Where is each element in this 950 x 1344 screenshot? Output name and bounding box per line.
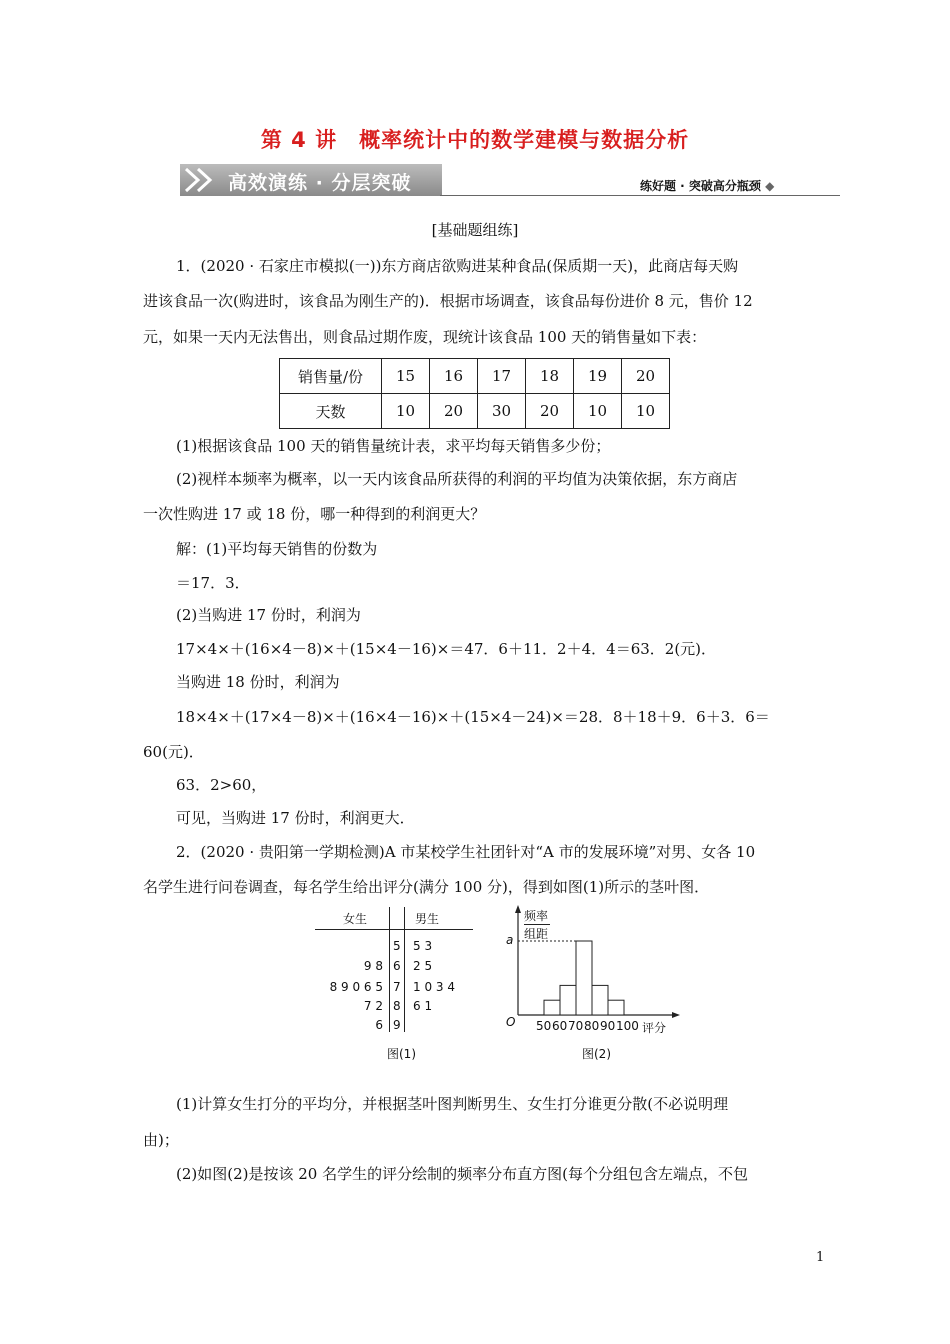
table-cell: 20 (430, 394, 478, 429)
leaf-left: 7 2 (363, 999, 383, 1013)
table-cell: 10 (574, 394, 622, 429)
leaf-right: 1 0 3 4 (413, 980, 455, 994)
section-heading: [基础题组练] (431, 221, 519, 239)
stem-leaf-plot (313, 905, 483, 1065)
sales-table (279, 358, 670, 429)
q1-sol6: 18×4×＋(17×4－8)×＋(16×4－16)×＋(15×4－24)×＝28．8＋18＋9．6＋3．6＝ (176, 708, 770, 726)
frequency-histogram (500, 905, 690, 1065)
x-tick-label: 100 (616, 1019, 639, 1033)
q1-sol4: 17×4×＋(16×4－8)×＋(15×4－16)×＝47．6＋11．2＋4．4＝63．2(元)． (176, 640, 717, 658)
q1-sol7: 60(元)． (143, 743, 204, 761)
leaf-left: 9 8 (363, 959, 383, 973)
table-cell: 19 (574, 359, 622, 394)
a-label: a (506, 933, 514, 947)
q1-sol5: 当购进 18 份时，利润为 (176, 673, 340, 691)
table-cell: 17 (478, 359, 526, 394)
section-banner (180, 164, 440, 196)
q1-sub2a: (2)视样本频率为概率，以一天内该食品所获得的利润的平均值为决策依据，东方商店 (176, 470, 738, 488)
stem-value: 7 (393, 980, 401, 994)
table-cell: 20 (526, 394, 574, 429)
table-row (280, 359, 670, 394)
stem-divider-right (404, 907, 405, 1032)
leaf-right: 2 5 (413, 959, 433, 973)
q2-sub1a: (1)计算女生打分的平均分，并根据茎叶图判断男生、女生打分谁更分散(不必说明理 (176, 1095, 729, 1113)
q2-sub2: (2)如图(2)是按该 20 名学生的评分绘制的频率分布直方图(每个分组包含左端点，不包 (176, 1165, 748, 1183)
stem-value: 8 (393, 999, 401, 1013)
banner-left-text: 高效演练 · 分层突破 (228, 172, 412, 194)
male-header: 男生 (415, 912, 440, 926)
table-cell: 20 (622, 359, 670, 394)
histogram-bar (592, 985, 608, 1015)
stem-header-rule (315, 929, 473, 930)
q2-sub1b: 由)； (143, 1131, 179, 1149)
table-cell: 销售量/份 (280, 359, 382, 394)
histogram-bar (576, 941, 592, 1015)
stem-value: 9 (393, 1018, 401, 1032)
stem-divider-left (389, 907, 390, 1032)
table-row (280, 394, 670, 429)
histogram-bar (608, 1000, 624, 1015)
table-cell: 30 (478, 394, 526, 429)
page-title: 第 4 讲 概率统计中的数学建模与数据分析 (260, 128, 690, 152)
leaf-left: 8 9 0 6 5 (329, 980, 383, 994)
table-cell: 18 (526, 359, 574, 394)
ylabel-top: 频率 (524, 909, 549, 923)
table-cell: 10 (382, 394, 430, 429)
x-tick-label: 70 (568, 1019, 584, 1033)
leaf-right: 6 1 (413, 999, 433, 1013)
x-axis-arrow-icon (672, 1012, 680, 1018)
table-cell: 10 (622, 394, 670, 429)
origin-label: O (506, 1015, 516, 1029)
q1-line2: 进该食品一次(购进时，该食品为刚生产的)．根据市场调查，该食品每份进价 8 元，售价 12 (143, 292, 753, 310)
q1-line3: 元，如果一天内无法售出，则食品过期作废，现统计该食品 100 天的销售量如下表： (143, 328, 707, 346)
x-tick-label: 60 (552, 1019, 568, 1033)
ylabel-bottom: 组距 (524, 927, 549, 941)
q2-line1: 2．(2020 · 贵阳第一学期检测)A 市某校学生社团针对“A 市的发展环境”对男、女各 10 (176, 843, 756, 861)
histogram-bar (544, 1000, 560, 1015)
x-tick-label: 50 (536, 1019, 552, 1033)
x-axis-label: 评分 (642, 1021, 667, 1035)
table-cell: 15 (382, 359, 430, 394)
x-tick-label: 90 (600, 1019, 616, 1033)
page-number: 1 (816, 1250, 825, 1265)
double-chevron-icon (184, 167, 224, 193)
q2-line2: 名学生进行问卷调查，每名学生给出评分(满分 100 分)，得到如图(1)所示的茎叶图． (143, 878, 710, 896)
banner-right-text: 练好题 · 突破高分瓶颈 ◆ (640, 179, 775, 193)
q1-sol8: 63．2>60， (176, 776, 267, 794)
x-tick-label: 80 (584, 1019, 600, 1033)
table-cell: 16 (430, 359, 478, 394)
leaf-right: 5 3 (413, 939, 433, 953)
leaf-left: 6 (375, 1018, 383, 1032)
figure2-caption: 图(2) (582, 1047, 611, 1061)
stem-value: 5 (393, 939, 401, 953)
q1-sol3: (2)当购进 17 份时，利润为 (176, 606, 361, 624)
q1-sol2: ＝17．3． (176, 574, 250, 592)
histogram-bar (560, 985, 576, 1015)
female-header: 女生 (343, 912, 368, 926)
y-axis-arrow-icon (515, 905, 521, 913)
q1-sol9: 可见，当购进 17 份时，利润更大． (176, 809, 415, 827)
q1-sol1: 解：(1)平均每天销售的份数为 (176, 540, 378, 558)
q1-sub1: (1)根据该食品 100 天的销售量统计表，求平均每天销售多少份； (176, 437, 611, 455)
table-cell: 天数 (280, 394, 382, 429)
stem-value: 6 (393, 959, 401, 973)
figure1-caption: 图(1) (387, 1047, 416, 1061)
banner-rule (440, 195, 840, 196)
q1-line1: 1．(2020 · 石家庄市模拟(一))东方商店欲购进某种食品(保质期一天)，此商店每天购 (176, 257, 739, 275)
q1-sub2b: 一次性购进 17 或 18 份，哪一种得到的利润更大？ (143, 505, 486, 523)
